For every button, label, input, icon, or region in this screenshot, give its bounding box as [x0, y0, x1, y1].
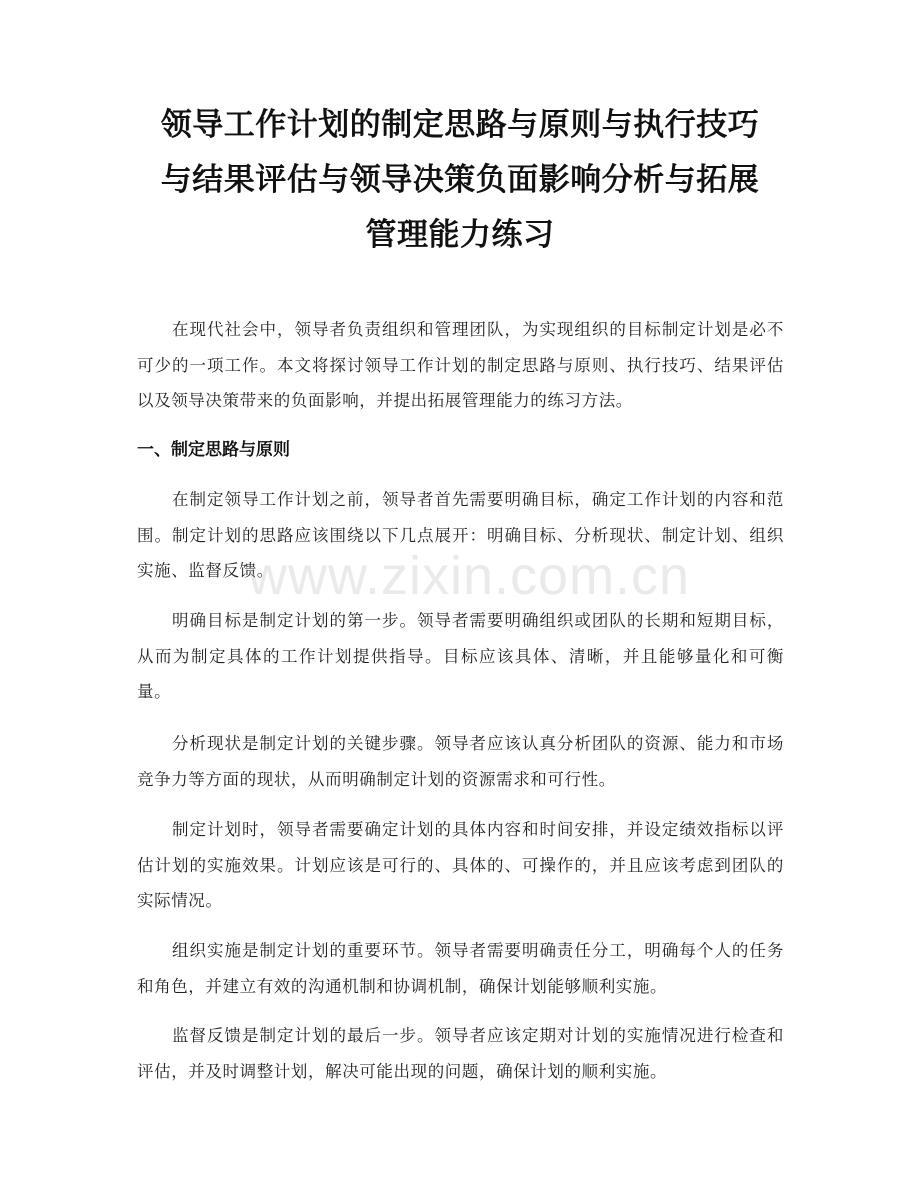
watermark: www.zixin.com.cn: [248, 546, 691, 606]
body-paragraph: 明确目标是制定计划的第一步。领导者需要明确组织或团队的长期和短期目标，从而为制定具体的工作计划提供指导。目标应该具体、清晰，并且能够量化和可衡量。: [137, 611, 784, 701]
document-title: [120, 98, 800, 263]
section-heading: 一、制定思路与原则: [137, 440, 290, 460]
intro-paragraph: 在现代社会中，领导者负责组织和管理团队，为实现组织的目标制定计划是必不可少的一项工作。本文将探讨领导工作计划的制定思路与原则、执行技巧、结果评估以及领导决策带来的负面影响，并提出拓展管理能力的练习方法。: [137, 320, 784, 410]
title-line-1: 领导工作计划的制定思路与原则与执行技巧: [160, 107, 760, 143]
title-line-3: 管理能力练习: [365, 217, 555, 253]
body-paragraph: 监督反馈是制定计划的最后一步。领导者应该定期对计划的实施情况进行检查和评估，并及时调整计划，解决可能出现的问题，确保计划的顺利实施。: [137, 1026, 784, 1081]
body-paragraph: 在制定领导工作计划之前，领导者首先需要明确目标，确定工作计划的内容和范围。制定计划的思路应该围绕以下几点展开：明确目标、分析现状、制定计划、组织实施、监督反馈。: [137, 490, 784, 580]
body-paragraph: 组织实施是制定计划的重要环节。领导者需要明确责任分工，明确每个人的任务和角色，并建立有效的沟通机制和协调机制，确保计划能够顺利实施。: [137, 941, 784, 996]
title-line-2: 与结果评估与领导决策负面影响分析与拓展: [160, 162, 760, 198]
body-paragraph: 制定计划时，领导者需要确定计划的具体内容和时间安排，并设定绩效指标以评估计划的实施效果。计划应该是可行的、具体的、可操作的，并且应该考虑到团队的实际情况。: [137, 820, 784, 910]
body-paragraph: 分析现状是制定计划的关键步骤。领导者应该认真分析团队的资源、能力和市场竞争力等方面的现状，从而明确制定计划的资源需求和可行性。: [137, 734, 784, 789]
